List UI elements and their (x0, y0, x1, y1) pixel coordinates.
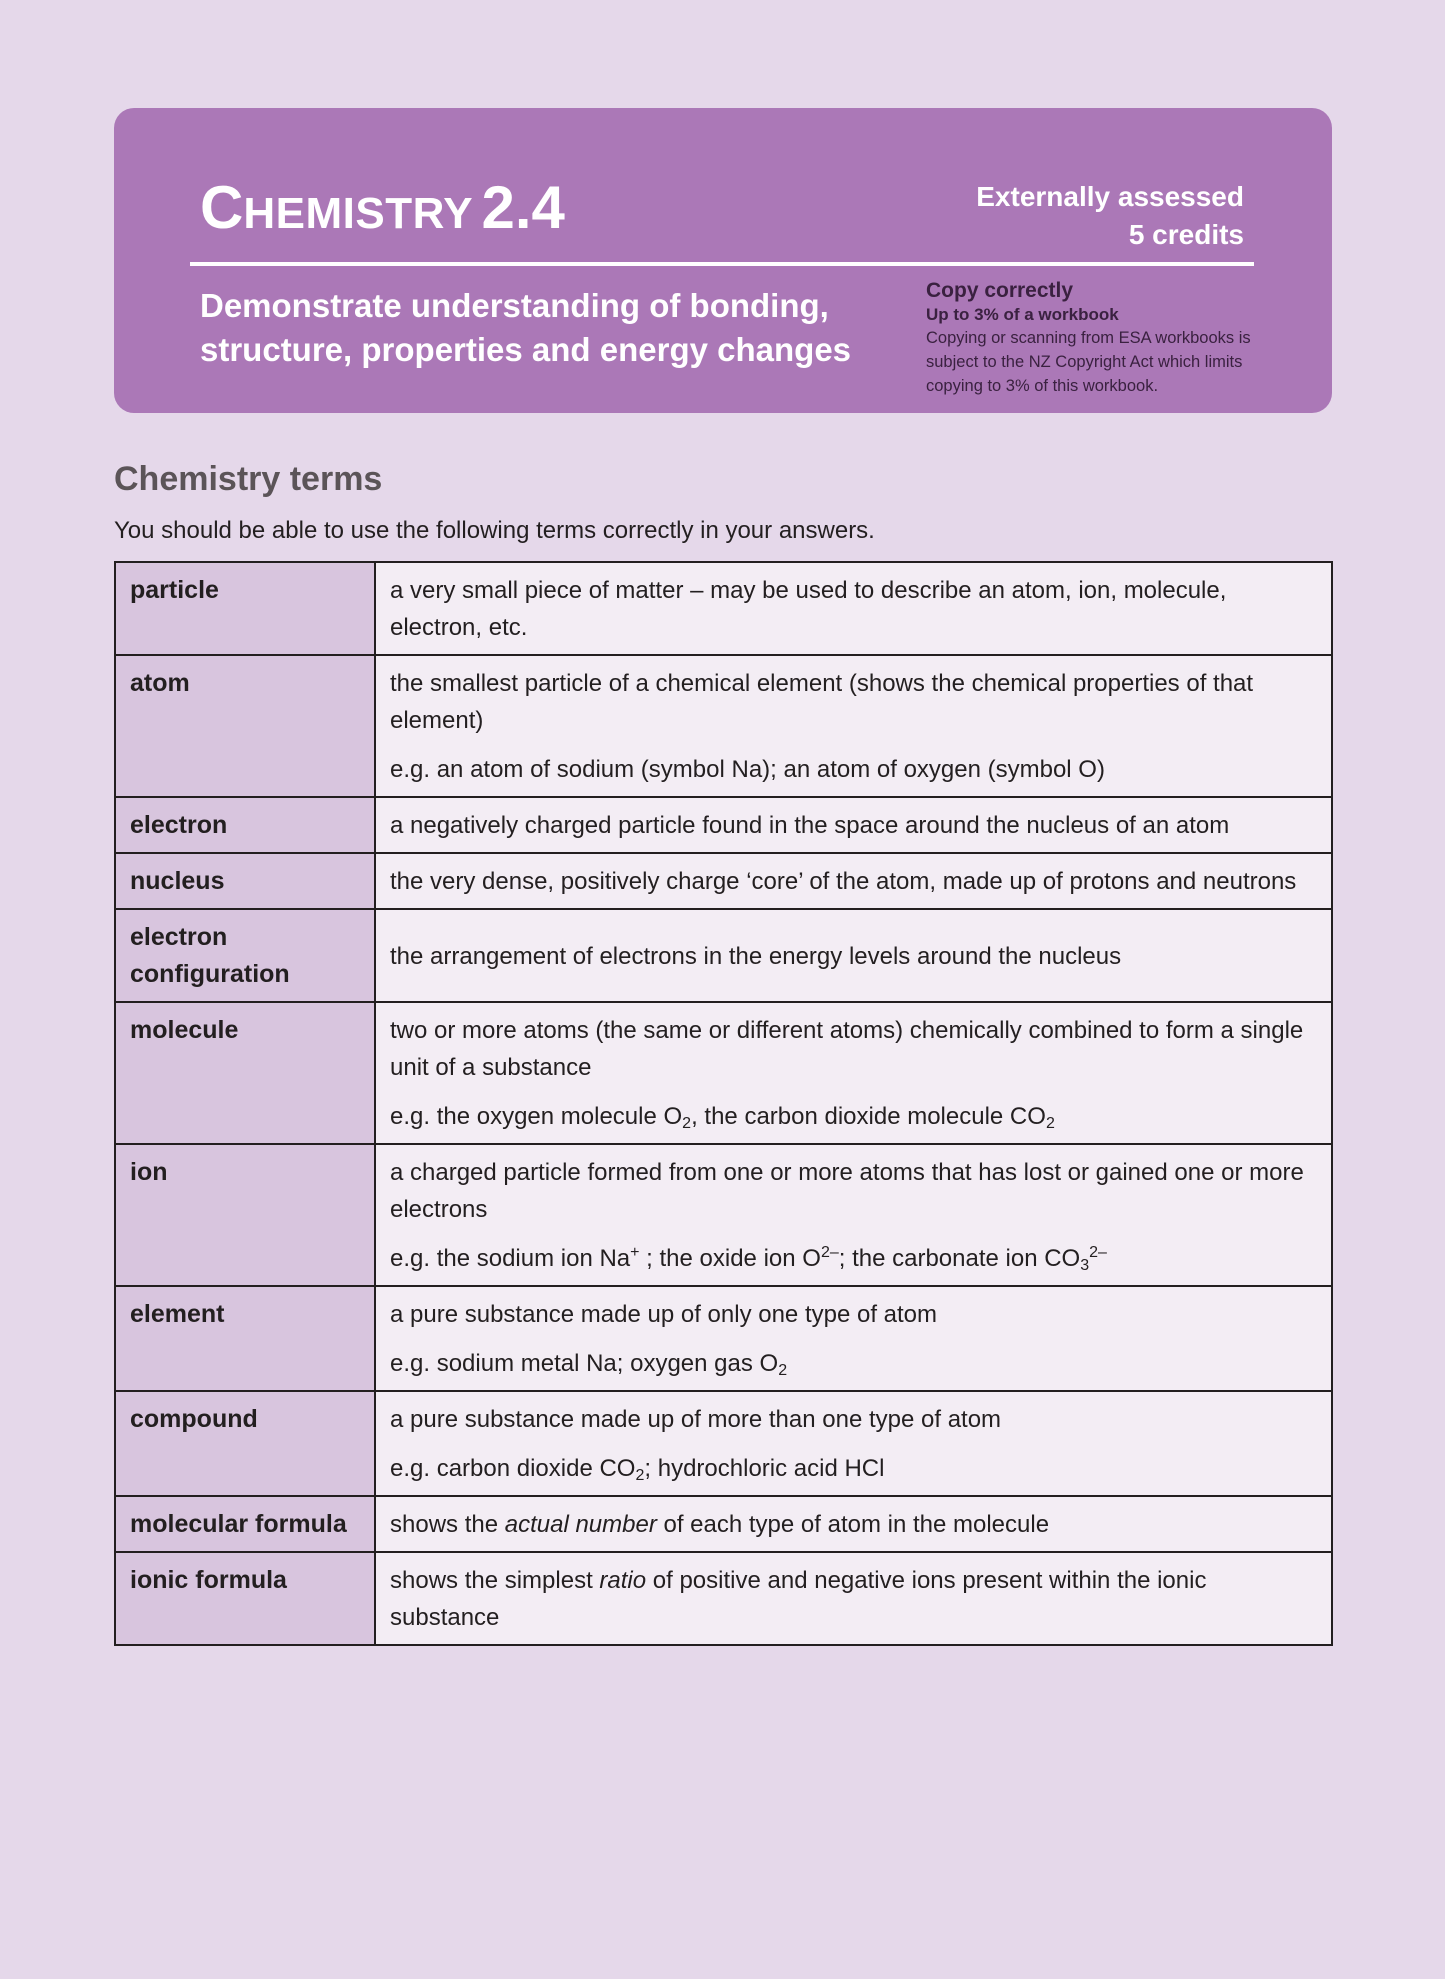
standard-description (200, 284, 860, 372)
example-part: e.g. the oxygen molecule O (390, 1103, 683, 1130)
example-part: , the carbon dioxide molecule CO (691, 1103, 1046, 1130)
assessment-type: Externally assessed (976, 181, 1244, 212)
emphasis: ratio (599, 1567, 647, 1594)
header-banner (114, 108, 1332, 413)
table-row (115, 853, 1332, 909)
table-row (115, 909, 1332, 1002)
example-part: ; hydrochloric acid HCl (644, 1455, 885, 1482)
definition-electron (375, 797, 1332, 853)
superscript: 2– (820, 1244, 839, 1261)
term-nucleus: nucleus (115, 853, 375, 909)
table-row (115, 1552, 1332, 1645)
term-electron: electron (115, 797, 375, 853)
definition-element (375, 1286, 1332, 1391)
subscript: 2 (682, 1115, 692, 1132)
definition-part: of positive and negative ions present within the ionic substance (390, 1567, 1207, 1631)
example-text (390, 1345, 1321, 1382)
terms-table (114, 561, 1333, 1646)
definition-part: shows the (390, 1511, 505, 1538)
term-atom: atom (115, 655, 375, 797)
definition-text: a pure substance made up of more than one type of atom (390, 1406, 1002, 1433)
table-row (115, 1496, 1332, 1552)
term-particle: particle (115, 562, 375, 655)
definition-text: a negatively charged particle found in the space around the nucleus of an atom (390, 812, 1230, 839)
table-row (115, 1391, 1332, 1496)
standard-line-1: Demonstrate understanding of bonding, (200, 287, 829, 324)
subscript: 3 (1080, 1257, 1090, 1274)
definition-compound (375, 1391, 1332, 1496)
assessment-info (976, 178, 1244, 254)
table-row (115, 562, 1332, 655)
definition-text: two or more atoms (the same or different atoms) chemically combined to form a single unit of a substance (390, 1017, 1304, 1081)
standard-line-2: structure, properties and energy changes (200, 331, 852, 368)
definition-atom (375, 655, 1332, 797)
definition-nucleus (375, 853, 1332, 909)
definition-text: a charged particle formed from one or more atoms that has lost or gained one or more electrons (390, 1159, 1304, 1223)
term-ionic-formula: ionic formula (115, 1552, 375, 1645)
example-text: e.g. an atom of sodium (symbol Na); an atom of oxygen (symbol O) (390, 756, 1105, 783)
table-row (115, 1144, 1332, 1286)
banner-divider (190, 262, 1254, 266)
definition-molecule (375, 1002, 1332, 1144)
term-compound: compound (115, 1391, 375, 1496)
example-text (390, 1098, 1321, 1135)
definition-ion (375, 1144, 1332, 1286)
example-part: e.g. carbon dioxide CO (390, 1455, 636, 1482)
credits: 5 credits (1128, 219, 1244, 250)
definition-text: the very dense, positively charge ‘core’ of the atom, made up of protons and neutrons (390, 868, 1297, 895)
term-electron-configuration (115, 909, 375, 1002)
example-text (390, 1450, 1321, 1487)
example-part: ; the carbonate ion CO (838, 1245, 1081, 1272)
term-line-2: configuration (130, 960, 290, 988)
term-molecular-formula: molecular formula (115, 1496, 375, 1552)
term-element: element (115, 1286, 375, 1391)
term-molecule: molecule (115, 1002, 375, 1144)
definition-part: of each type of atom in the molecule (656, 1511, 1050, 1538)
definition-particle (375, 562, 1332, 655)
definition-electron-configuration (375, 909, 1332, 1002)
definition-text: the smallest particle of a chemical element (shows the chemical properties of that element) (390, 670, 1254, 734)
section-heading: Chemistry terms (114, 460, 383, 498)
copy-subtitle: Up to 3% of a workbook (926, 305, 1119, 324)
table-row (115, 797, 1332, 853)
definition-text (390, 1562, 1321, 1636)
definition-ionic-formula (375, 1552, 1332, 1645)
example-part: ; the oxide ion O (639, 1245, 821, 1272)
copy-line-1: Copying or scanning from ESA workbooks is (926, 329, 1251, 347)
emphasis: actual number (504, 1511, 657, 1538)
subscript: 2 (635, 1467, 645, 1484)
subscript: 2 (1045, 1115, 1055, 1132)
copy-line-3: copying to 3% of this workbook. (926, 377, 1159, 395)
definition-text: a very small piece of matter – may be used to describe an atom, ion, molecule, electron, etc. (390, 577, 1227, 641)
definition-molecular-formula (375, 1496, 1332, 1552)
title-number: 2.4 (481, 174, 565, 241)
copy-line-2: subject to the NZ Copyright Act which limits (926, 353, 1243, 371)
subscript: 2 (778, 1362, 788, 1379)
term-ion: ion (115, 1144, 375, 1286)
table-row (115, 1002, 1332, 1144)
definition-text (390, 1506, 1321, 1543)
term-line-1: electron (130, 923, 228, 951)
example-part: e.g. sodium metal Na; oxygen gas O (390, 1350, 779, 1377)
copy-title: Copy correctly (926, 279, 1074, 302)
definition-text: a pure substance made up of only one type of atom (390, 1301, 938, 1328)
example-text (390, 1240, 1321, 1277)
section-intro: You should be able to use the following terms correctly in your answers. (114, 517, 875, 544)
title-rest: HEMISTRY (243, 189, 474, 238)
definition-text: the arrangement of electrons in the energy levels around the nucleus (390, 942, 1122, 970)
example-part: e.g. the sodium ion Na (390, 1245, 631, 1272)
copyright-notice (926, 278, 1286, 398)
definition-part: shows the simplest (390, 1567, 600, 1594)
superscript: + (630, 1244, 640, 1261)
superscript: 2– (1089, 1244, 1107, 1261)
table-row (115, 1286, 1332, 1391)
page-title (200, 174, 565, 241)
table-row (115, 655, 1332, 797)
title-cap: C (200, 174, 244, 241)
